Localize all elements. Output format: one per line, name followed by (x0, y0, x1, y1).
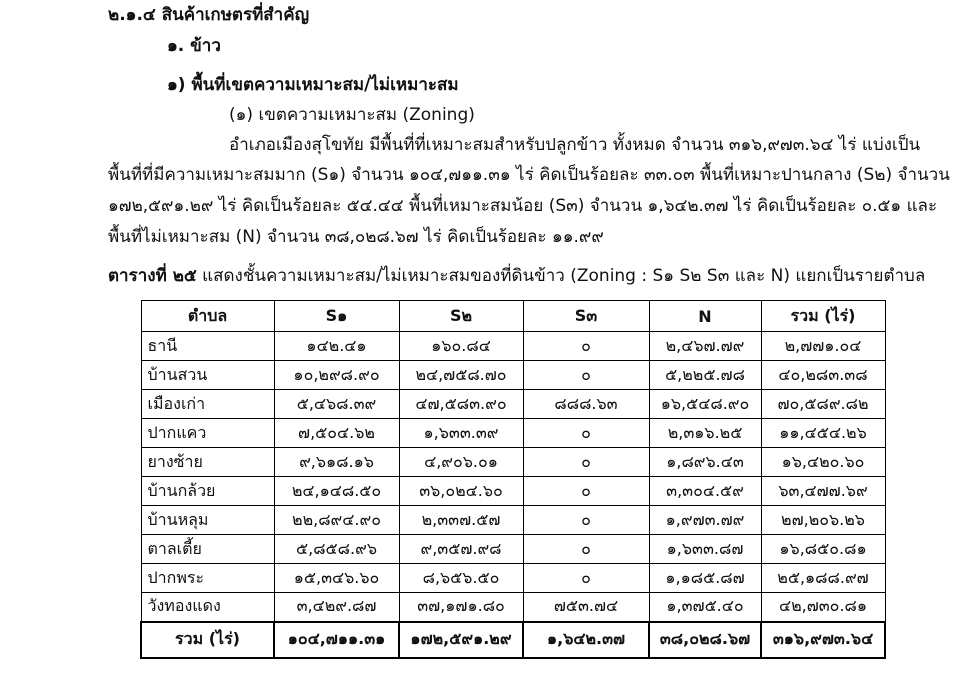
cell-s1: ๓,๔๒๙.๘๗ (274, 593, 399, 622)
header-s3: S๓ (523, 301, 649, 332)
cell-sum: ๑๑,๔๕๔.๒๖ (761, 419, 885, 448)
cell-subdistrict: บ้านสวน (141, 361, 274, 390)
total-s3: ๑,๖๔๒.๓๗ (523, 622, 649, 658)
zoning-label: (๑) เขตความเหมาะสม (Zoning) (229, 105, 475, 125)
cell-n: ๑,๙๗๓.๗๙ (649, 506, 761, 535)
cell-n: ๑,๖๓๓.๘๗ (649, 535, 761, 564)
zoning-table (140, 300, 886, 659)
cell-s3: ๐ (523, 332, 649, 361)
cell-s1: ๑๕,๓๔๖.๖๐ (274, 564, 399, 593)
cell-s3: ๐ (523, 506, 649, 535)
cell-sum: ๑๖,๔๒๐.๖๐ (761, 448, 885, 477)
total-sum: ๓๑๖,๙๗๓.๖๔ (761, 622, 885, 658)
header-s1: S๑ (274, 301, 399, 332)
cell-s2: ๙,๓๕๗.๙๘ (399, 535, 523, 564)
table-caption-text: แสดงชั้นความเหมาะสม/ไม่เหมาะสมของที่ดินข้าว (Zoning : S๑ S๒ S๓ และ N) แยกเป็นรายตำบล (196, 266, 926, 286)
header-s2: S๒ (399, 301, 523, 332)
cell-s2: ๓๗,๑๗๑.๘๐ (399, 593, 523, 622)
cell-n: ๑,๓๗๕.๔๐ (649, 593, 761, 622)
cell-s3: ๐ (523, 361, 649, 390)
cell-n: ๓,๓๐๔.๕๙ (649, 477, 761, 506)
cell-n: ๒,๔๖๗.๗๙ (649, 332, 761, 361)
cell-sum: ๔๐,๒๘๓.๓๘ (761, 361, 885, 390)
topic-heading: ๑) พื้นที่เขตความเหมาะสม/ไม่เหมาะสม (167, 75, 459, 95)
cell-sum: ๗๐,๕๘๙.๘๒ (761, 390, 885, 419)
table-row (141, 332, 885, 361)
cell-s2: ๒๔,๗๕๘.๗๐ (399, 361, 523, 390)
cell-s1: ๙,๖๑๘.๑๖ (274, 448, 399, 477)
cell-n: ๑,๘๙๖.๔๓ (649, 448, 761, 477)
table-row (141, 564, 885, 593)
cell-s1: ๑๐,๒๙๘.๙๐ (274, 361, 399, 390)
table-row (141, 593, 885, 622)
paragraph-line-4: พื้นที่ไม่เหมาะสม (N) จำนวน ๓๘,๐๒๘.๖๗ ไร่ คิดเป็นร้อยละ ๑๑.๙๙ (108, 227, 604, 247)
cell-sum: ๒,๗๗๑.๐๔ (761, 332, 885, 361)
table-total-row (141, 622, 885, 658)
cell-s2: ๘,๖๕๖.๕๐ (399, 564, 523, 593)
cell-n: ๒,๓๑๖.๒๕ (649, 419, 761, 448)
table-header-row (141, 301, 885, 332)
table-caption-number: ตารางที่ ๒๕ (108, 266, 197, 286)
paragraph-line-3: ๑๗๒,๕๙๑.๒๙ ไร่ คิดเป็นร้อยละ ๕๔.๔๔ พื้นที่เหมาะสมน้อย (S๓) จำนวน ๑,๖๔๒.๓๗ ไร่ คิดเป็นร้อยละ ๐.๕๑ และ (108, 196, 938, 216)
cell-s1: ๕,๘๕๘.๙๖ (274, 535, 399, 564)
cell-sum: ๒๕,๑๘๘.๙๗ (761, 564, 885, 593)
paragraph-line-1: อำเภอเมืองสุโขทัย มีพื้นที่ที่เหมาะสมสำหรับปลูกข้าว ทั้งหมด จำนวน ๓๑๖,๙๗๓.๖๔ ไร่ แบ่งเป็น (229, 135, 921, 155)
table-row (141, 419, 885, 448)
cell-sum: ๖๓,๔๗๗.๖๙ (761, 477, 885, 506)
table-row (141, 390, 885, 419)
cell-subdistrict: ธานี (141, 332, 274, 361)
table-row (141, 477, 885, 506)
table-row (141, 448, 885, 477)
cell-s2: ๑,๖๓๓.๓๙ (399, 419, 523, 448)
table-row (141, 535, 885, 564)
total-s1: ๑๐๔,๗๑๑.๓๑ (274, 622, 399, 658)
cell-s3: ๐ (523, 419, 649, 448)
cell-s2: ๔๗,๕๘๓.๙๐ (399, 390, 523, 419)
table-row (141, 361, 885, 390)
cell-s3: ๘๘๘.๖๓ (523, 390, 649, 419)
cell-s2: ๔,๙๐๖.๐๑ (399, 448, 523, 477)
cell-subdistrict: วังทองแดง (141, 593, 274, 622)
total-n: ๓๘,๐๒๘.๖๗ (649, 622, 761, 658)
cell-sum: ๑๖,๘๕๐.๘๑ (761, 535, 885, 564)
cell-s3: ๗๕๓.๗๔ (523, 593, 649, 622)
cell-n: ๑๖,๕๔๘.๙๐ (649, 390, 761, 419)
cell-subdistrict: บ้านกล้วย (141, 477, 274, 506)
cell-s3: ๐ (523, 448, 649, 477)
section-heading: ๒.๑.๔ สินค้าเกษตรที่สำคัญ (108, 5, 310, 25)
cell-subdistrict: เมืองเก่า (141, 390, 274, 419)
header-total: รวม (ไร่) (761, 301, 885, 332)
cell-sum: ๔๒,๗๓๐.๘๑ (761, 593, 885, 622)
cell-s3: ๐ (523, 535, 649, 564)
header-subdistrict: ตำบล (141, 301, 274, 332)
cell-subdistrict: ตาลเตี้ย (141, 535, 274, 564)
subsection-heading: ๑. ข้าว (167, 36, 221, 56)
cell-s2: ๑๖๐.๘๔ (399, 332, 523, 361)
cell-s1: ๕,๔๖๘.๓๙ (274, 390, 399, 419)
cell-sum: ๒๗,๒๐๖.๒๖ (761, 506, 885, 535)
table-row (141, 506, 885, 535)
cell-s3: ๐ (523, 477, 649, 506)
cell-s2: ๒,๓๓๗.๕๗ (399, 506, 523, 535)
paragraph-line-2: พื้นที่ที่มีความเหมาะสมมาก (S๑) จำนวน ๑๐๔,๗๑๑.๓๑ ไร่ คิดเป็นร้อยละ ๓๓.๐๓ พื้นที่เหมาะปานกลาง (S๒) จำนวน (108, 165, 950, 185)
cell-s1: ๑๔๒.๔๑ (274, 332, 399, 361)
cell-s1: ๗,๕๐๔.๖๒ (274, 419, 399, 448)
cell-s2: ๓๖,๐๒๔.๖๐ (399, 477, 523, 506)
cell-subdistrict: ปากพระ (141, 564, 274, 593)
cell-s3: ๐ (523, 564, 649, 593)
cell-n: ๑,๑๘๕.๘๗ (649, 564, 761, 593)
cell-s1: ๒๔,๑๔๘.๕๐ (274, 477, 399, 506)
header-n: N (649, 301, 761, 332)
cell-subdistrict: ปากแคว (141, 419, 274, 448)
table-caption (108, 265, 925, 287)
cell-subdistrict: บ้านหลุม (141, 506, 274, 535)
total-s2: ๑๗๒,๕๙๑.๒๙ (399, 622, 523, 658)
cell-n: ๕,๒๒๕.๗๘ (649, 361, 761, 390)
cell-subdistrict: ยางซ้าย (141, 448, 274, 477)
total-label: รวม (ไร่) (141, 622, 274, 658)
cell-s1: ๒๒,๘๙๔.๙๐ (274, 506, 399, 535)
